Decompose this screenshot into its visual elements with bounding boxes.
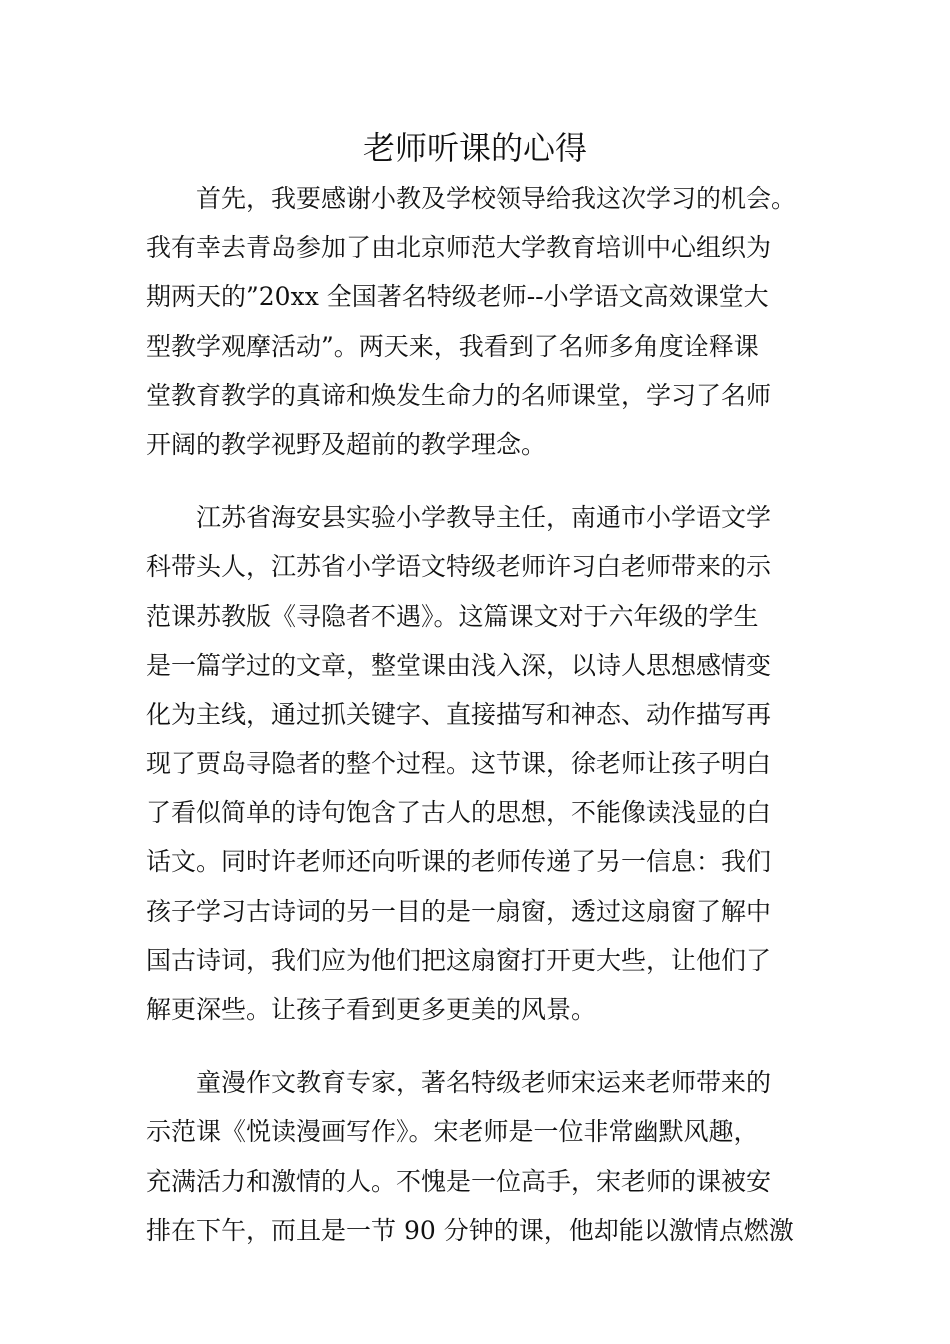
- text-line: 开阔的教学视野及超前的教学理念。: [146, 429, 547, 459]
- text-line: 堂教育教学的真谛和焕发生命力的名师课堂，学习了名师: [146, 380, 772, 410]
- text-line: 童漫作文教育专家，著名特级老师宋运来老师带来的: [146, 1068, 772, 1098]
- document-body: [146, 174, 806, 1255]
- text-line: 示范课《悦读漫画写作》。宋老师是一位非常幽默风趣，: [146, 1117, 759, 1147]
- text-line: 排在下午，而且是一节 90 分钟的课，他却能以激情点燃激: [146, 1215, 794, 1245]
- text-line: 江苏省海安县实验小学教导主任，南通市小学语文学: [146, 503, 772, 533]
- text-line: 充满活力和激情的人。不愧是一位高手，宋老师的课被安: [146, 1166, 772, 1196]
- text-line: 范课苏教版《寻隐者不遇》。这篇课文对于六年级的学生: [146, 601, 759, 631]
- text-line: 是一篇学过的文章，整堂课由浅入深，以诗人思想感情变: [146, 650, 772, 680]
- text-line: 解更深些。让孩子看到更多更美的风景。: [146, 995, 597, 1024]
- text-line: 现了贾岛寻隐者的整个过程。这节课，徐老师让孩子明白: [146, 749, 772, 779]
- text-line: 国古诗词，我们应为他们把这扇窗打开更大些，让他们了: [146, 945, 772, 975]
- text-line: 了看似简单的诗句饱含了古人的思想，不能像读浅显的白: [146, 798, 772, 828]
- paragraph-3: [146, 1058, 806, 1255]
- paragraph-gap: [146, 469, 806, 493]
- paragraph-1: [146, 174, 806, 469]
- text-line: 首先，我要感谢小教及学校领导给我这次学习的机会。: [146, 184, 797, 213]
- document-title: 老师听课的心得: [362, 129, 587, 167]
- text-line: 型教学观摩活动”。两天来，我看到了名师多角度诠释课: [146, 331, 759, 361]
- text-line: 化为主线，通过抓关键字、直接描写和神态、动作描写再: [146, 699, 772, 729]
- text-line: 孩子学习古诗词的另一目的是一扇窗，透过这扇窗了解中: [146, 896, 772, 926]
- text-line: 科带头人，江苏省小学语文特级老师许习白老师带来的示: [146, 552, 772, 582]
- paragraph-2: [146, 493, 806, 1034]
- text-line: 话文。同时许老师还向听课的老师传递了另一信息：我们: [146, 847, 772, 877]
- text-line: 我有幸去青岛参加了由北京师范大学教育培训中心组织为: [146, 233, 772, 263]
- paragraph-gap: [146, 1034, 806, 1058]
- text-line: 期两天的”20xx 全国著名特级老师--小学语文高效课堂大: [146, 282, 769, 312]
